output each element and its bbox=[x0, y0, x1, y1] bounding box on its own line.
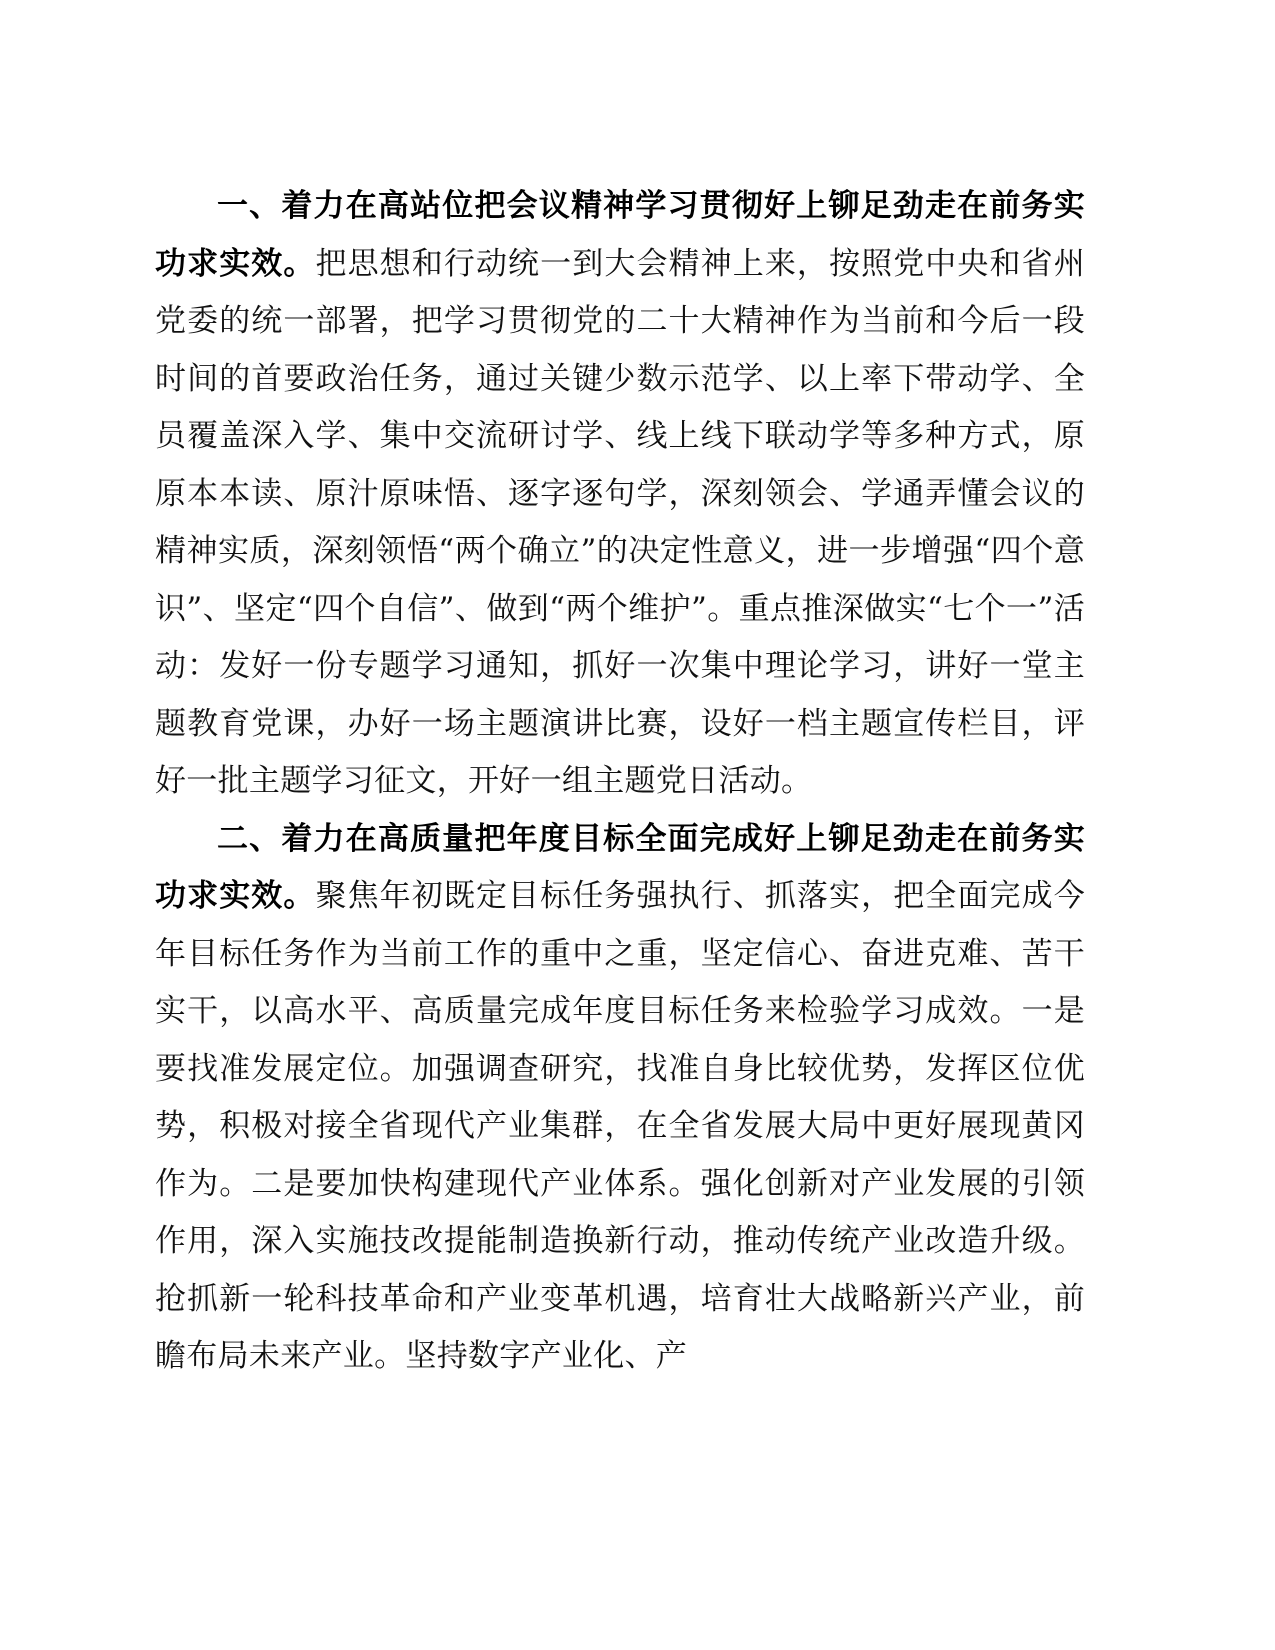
paragraph-2-body: 聚焦年初既定目标任务强执行、抓落实，把全面完成今年目标任务作为当前工作的重中之重，坚定信心、奋进克难、苦干实干，以高水平、高质量完成年度目标任务来检验学习成效。一是要找准发展定位。加强调查研究，找准自身比较优势，发挥区位优势，积极对接全省现代产业集群，在全省发展大局中更好展现黄冈作为。二是要加快构建现代产业体系。强化创新对产业发展的引领作用，深入实施技改提能制造换新行动，推动传统产业改造升级。抢抓新一轮科技革命和产业变革机遇，培育壮大战略新兴产业，前瞻布局未来产业。坚持数字产业化、产 bbox=[155, 878, 1085, 1374]
paragraph-2 bbox=[155, 811, 1085, 1386]
paragraph-1 bbox=[155, 178, 1085, 811]
paragraph-2-heading: 二、着力在高质量把年度目标全面完成好上铆足劲走在前务实功求实效。 bbox=[155, 820, 1085, 914]
paragraph-1-heading: 一、着力在高站位把会议精神学习贯彻好上铆足劲走在前务实功求实效。 bbox=[155, 188, 1085, 282]
document-body bbox=[155, 178, 1085, 1386]
paragraph-1-body: 把思想和行动统一到大会精神上来，按照党中央和省州党委的统一部署，把学习贯彻党的二十大精神作为当前和今后一段时间的首要政治任务，通过关键少数示范学、以上率下带动学、全员覆盖深入学、集中交流研讨学、线上线下联动学等多种方式，原原本本读、原汁原味悟、逐字逐句学，深刻领会、学通弄懂会议的精神实质，深刻领悟“两个确立”的决定性意义，进一步增强“四个意识”、坚定“四个自信”、做到“两个维护”。重点推深做实“七个一”活动：发好一份专题学习通知，抓好一次集中理论学习，讲好一堂主题教育党课，办好一场主题演讲比赛，设好一档主题宣传栏目，评好一批主题学习征文，开好一组主题党日活动。 bbox=[155, 245, 1085, 799]
